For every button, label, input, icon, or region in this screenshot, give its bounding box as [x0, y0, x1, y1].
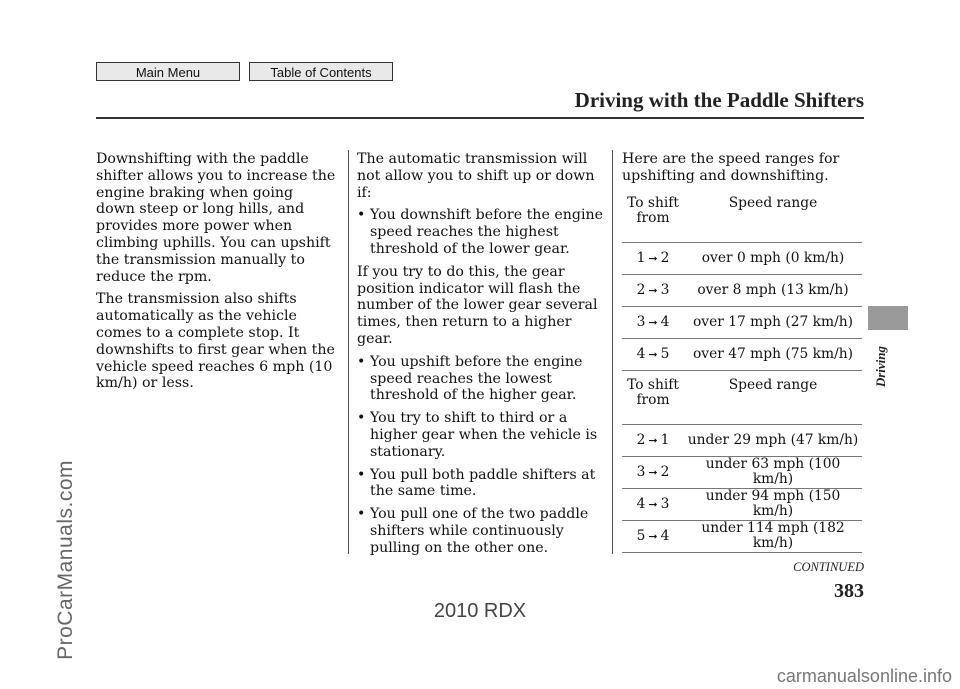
gear-from: 3	[636, 463, 646, 480]
speed-range-cell: under 29 mph (47 km/h)	[684, 424, 862, 456]
table-row	[622, 274, 862, 306]
list-item	[357, 410, 607, 460]
gear-from: 4	[636, 495, 646, 512]
column-divider	[612, 150, 613, 554]
table-of-contents-button[interactable]: Table of Contents	[249, 62, 393, 81]
continued-label: CONTINUED	[793, 560, 864, 574]
arrow-right-icon: ➞	[648, 315, 658, 329]
gear-from: 5	[636, 527, 646, 544]
paragraph: The transmission also shifts automatically as the vehicle comes to a complete stop. It downshifts to first gear when the vehicle speed reaches 6 mph (10 km/h) or less.	[96, 291, 335, 392]
gear-change-cell	[622, 242, 684, 274]
table-row	[622, 338, 862, 370]
bullet-icon: •	[357, 410, 366, 427]
column-right	[622, 151, 867, 191]
table-header-row	[622, 190, 862, 242]
gear-change-cell	[622, 274, 684, 306]
gear-from: 2	[636, 281, 646, 298]
gear-from: 3	[636, 313, 646, 330]
header-speed-range: Speed range	[684, 372, 862, 424]
list-item	[357, 354, 607, 404]
downshift-table-body	[622, 372, 862, 552]
gear-to: 3	[660, 495, 670, 512]
downshift-speed-table	[622, 372, 862, 553]
watermark: ProCarManuals.com	[54, 460, 77, 660]
gear-to: 2	[660, 463, 670, 480]
bullet-icon: •	[357, 353, 366, 370]
header-shift-from: To shift from	[622, 190, 684, 242]
gear-change-cell	[622, 488, 684, 520]
footer-site-label: carmanualsonline.info	[776, 666, 952, 686]
list-item	[357, 207, 607, 257]
gear-from: 2	[636, 431, 646, 448]
table-row	[622, 456, 862, 488]
column-divider	[348, 150, 349, 554]
gear-change-cell	[622, 306, 684, 338]
speed-range-cell: under 94 mph (150 km/h)	[684, 488, 862, 520]
arrow-right-icon: ➞	[648, 347, 658, 361]
gear-to: 5	[660, 345, 670, 362]
table-header-row	[622, 372, 862, 424]
speed-range-cell: under 63 mph (100 km/h)	[684, 456, 862, 488]
gear-to: 4	[660, 527, 670, 544]
column-middle	[357, 151, 607, 563]
gear-to: 2	[660, 249, 670, 266]
speed-range-cell: over 47 mph (75 km/h)	[684, 338, 862, 370]
upshift-table-body	[622, 190, 862, 370]
intro-paragraph: Here are the speed ranges for upshifting and downshifting.	[622, 151, 840, 184]
table-row	[622, 424, 862, 456]
table-row	[622, 242, 862, 274]
gear-from: 1	[636, 249, 646, 266]
list-item-text: You upshift before the engine speed reaches the lowest threshold of the higher gear.	[370, 353, 583, 404]
gear-change-cell	[622, 456, 684, 488]
section-tab-marker	[868, 306, 908, 330]
arrow-right-icon: ➞	[648, 433, 658, 447]
table-row	[622, 488, 862, 520]
page-title: Driving with the Paddle Shifters	[574, 88, 864, 112]
speed-range-cell: over 17 mph (27 km/h)	[684, 306, 862, 338]
model-label: 2010 RDX	[433, 600, 527, 622]
speed-range-cell: over 0 mph (0 km/h)	[684, 242, 862, 274]
arrow-right-icon: ➞	[648, 465, 658, 479]
gear-change-cell	[622, 520, 684, 552]
arrow-right-icon: ➞	[648, 251, 658, 265]
bullet-icon: •	[357, 466, 366, 483]
gear-change-cell	[622, 424, 684, 456]
list-item-text: You try to shift to third or a higher gear when the vehicle is stationary.	[370, 410, 598, 460]
arrow-right-icon: ➞	[648, 497, 658, 511]
arrow-right-icon: ➞	[648, 283, 658, 297]
gear-change-cell	[622, 338, 684, 370]
table-row	[622, 520, 862, 552]
table-row	[622, 306, 862, 338]
list-item-text: You pull both paddle shifters at the same time.	[370, 466, 596, 500]
column-left	[96, 151, 336, 398]
paragraph: Downshifting with the paddle shifter allows you to increase the engine braking when going down steep or long hills, and provides more power when climbing uphills. You can upshift the transmission manually to reduce the rpm.	[96, 151, 336, 285]
section-label: Driving	[873, 346, 888, 388]
gear-to: 1	[660, 431, 670, 448]
list-item	[357, 467, 607, 501]
main-menu-button[interactable]: Main Menu	[96, 62, 240, 81]
page-number: 383	[834, 580, 864, 602]
header-speed-range: Speed range	[684, 190, 862, 242]
list-item	[357, 506, 607, 556]
header-shift-from: To shift from	[622, 372, 684, 424]
gear-from: 4	[636, 345, 646, 362]
bullet-icon: •	[357, 506, 366, 523]
upshift-speed-table	[622, 190, 862, 371]
list-item-text: You pull one of the two paddle shifters while continuously pulling on the other one.	[370, 506, 589, 556]
gear-to: 4	[660, 313, 670, 330]
intro-paragraph: The automatic transmission will not allow you to shift up or down if:	[357, 151, 595, 201]
speed-range-cell: over 8 mph (13 km/h)	[684, 274, 862, 306]
gear-to: 3	[660, 281, 670, 298]
arrow-right-icon: ➞	[648, 529, 658, 543]
header-divider	[96, 117, 864, 119]
list-item-text: You downshift before the engine speed reaches the highest threshold of the lower gear.	[370, 207, 604, 257]
speed-range-cell: under 114 mph (182 km/h)	[684, 520, 862, 552]
bullet-icon: •	[357, 207, 366, 224]
list-item-note: If you try to do this, the gear position indicator will flash the number of the lower gear several times, then return to a higher gear.	[357, 263, 598, 347]
